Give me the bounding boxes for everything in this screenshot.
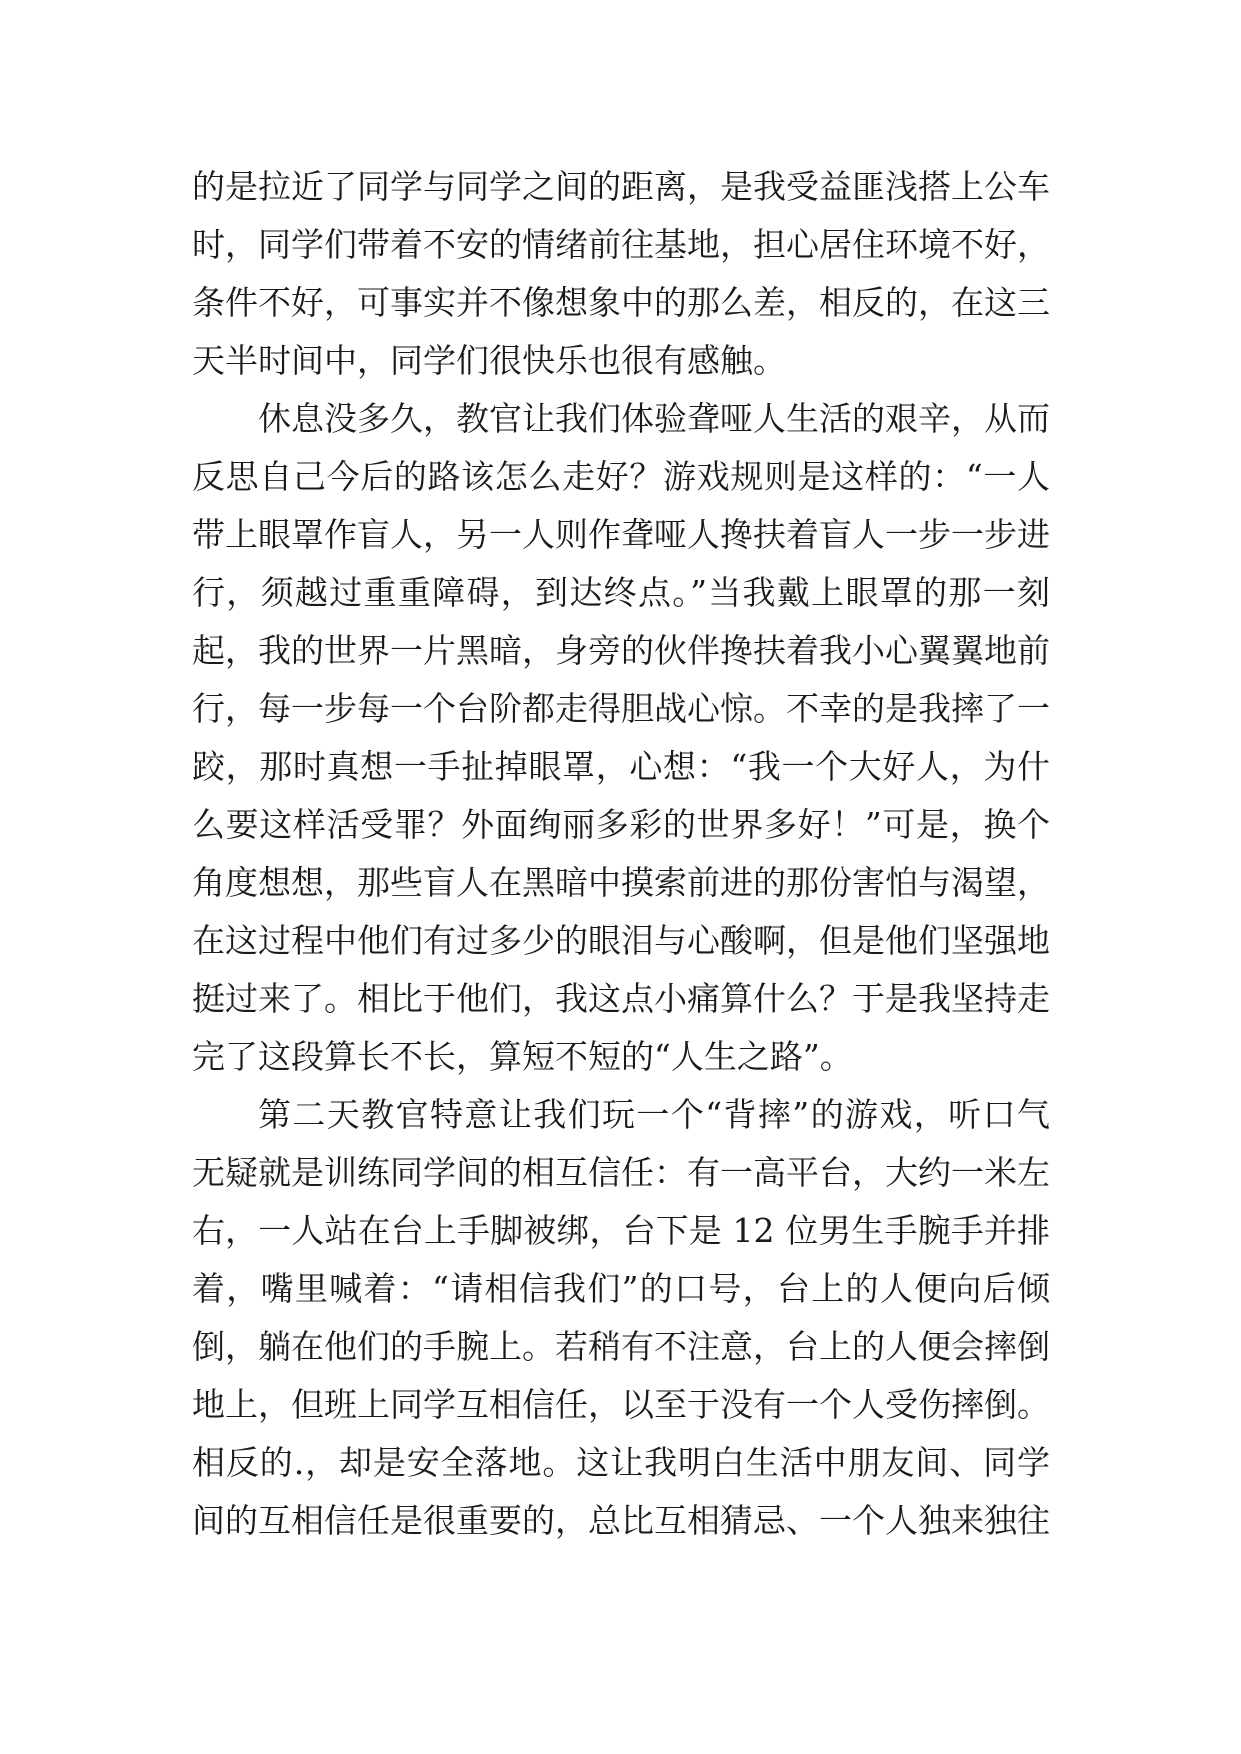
text-line: 间的互相信任是很重要的，总比互相猜忌、一个人独来独往 — [192, 1501, 1050, 1540]
text-line: 天半时间中，同学们很快乐也很有感触。 — [192, 341, 786, 380]
text-line: 跤，那时真想一手扯掉眼罩，心想：“我一个大好人，为什 — [192, 747, 1050, 786]
text-line: 右，一人站在台上手脚被绑，台下是 12 位男生手腕手并排 — [192, 1211, 1050, 1250]
paragraph-first-line: 第二天教官特意让我们玩一个“背摔”的游戏，听口气 — [258, 1095, 1050, 1134]
paragraph-first-line: 休息没多久，教官让我们体验聋哑人生活的艰辛，从而 — [258, 399, 1050, 438]
text-line: 角度想想，那些盲人在黑暗中摸索前进的那份害怕与渴望， — [192, 863, 1050, 902]
text-line: 完了这段算长不长，算短不短的“人生之路”。 — [192, 1037, 853, 1076]
text-line: 么要这样活受罪？外面绚丽多彩的世界多好！”可是，换个 — [192, 805, 1050, 844]
text-line: 条件不好，可事实并不像想象中的那么差，相反的，在这三 — [192, 283, 1050, 322]
text-line: 倒，躺在他们的手腕上。若稍有不注意，台上的人便会摔倒 — [192, 1327, 1050, 1366]
text-line: 地上，但班上同学互相信任，以至于没有一个人受伤摔倒。 — [192, 1385, 1050, 1424]
text-line: 无疑就是训练同学间的相互信任：有一高平台，大约一米左 — [192, 1153, 1050, 1192]
document-body — [192, 158, 1050, 1550]
text-line: 挺过来了。相比于他们，我这点小痛算什么？于是我坚持走 — [192, 979, 1050, 1018]
text-line: 时，同学们带着不安的情绪前往基地，担心居住环境不好， — [192, 225, 1050, 264]
text-line: 在这过程中他们有过多少的眼泪与心酸啊，但是他们坚强地 — [192, 921, 1050, 960]
text-line: 行，每一步每一个台阶都走得胆战心惊。不幸的是我摔了一 — [192, 689, 1050, 728]
text-line: 相反的.，却是安全落地。这让我明白生活中朋友间、同学 — [192, 1443, 1050, 1482]
text-line: 行，须越过重重障碍，到达终点。”当我戴上眼罩的那一刻 — [192, 573, 1050, 612]
text-line: 反思自己今后的路该怎么走好？游戏规则是这样的：“一人 — [192, 457, 1050, 496]
text-line: 的是拉近了同学与同学之间的距离，是我受益匪浅搭上公车 — [192, 167, 1050, 206]
text-line: 带上眼罩作盲人，另一人则作聋哑人搀扶着盲人一步一步进 — [192, 515, 1050, 554]
text-line: 起，我的世界一片黑暗，身旁的伙伴搀扶着我小心翼翼地前 — [192, 631, 1050, 670]
text-line: 着，嘴里喊着：“请相信我们”的口号，台上的人便向后倾 — [192, 1269, 1050, 1308]
